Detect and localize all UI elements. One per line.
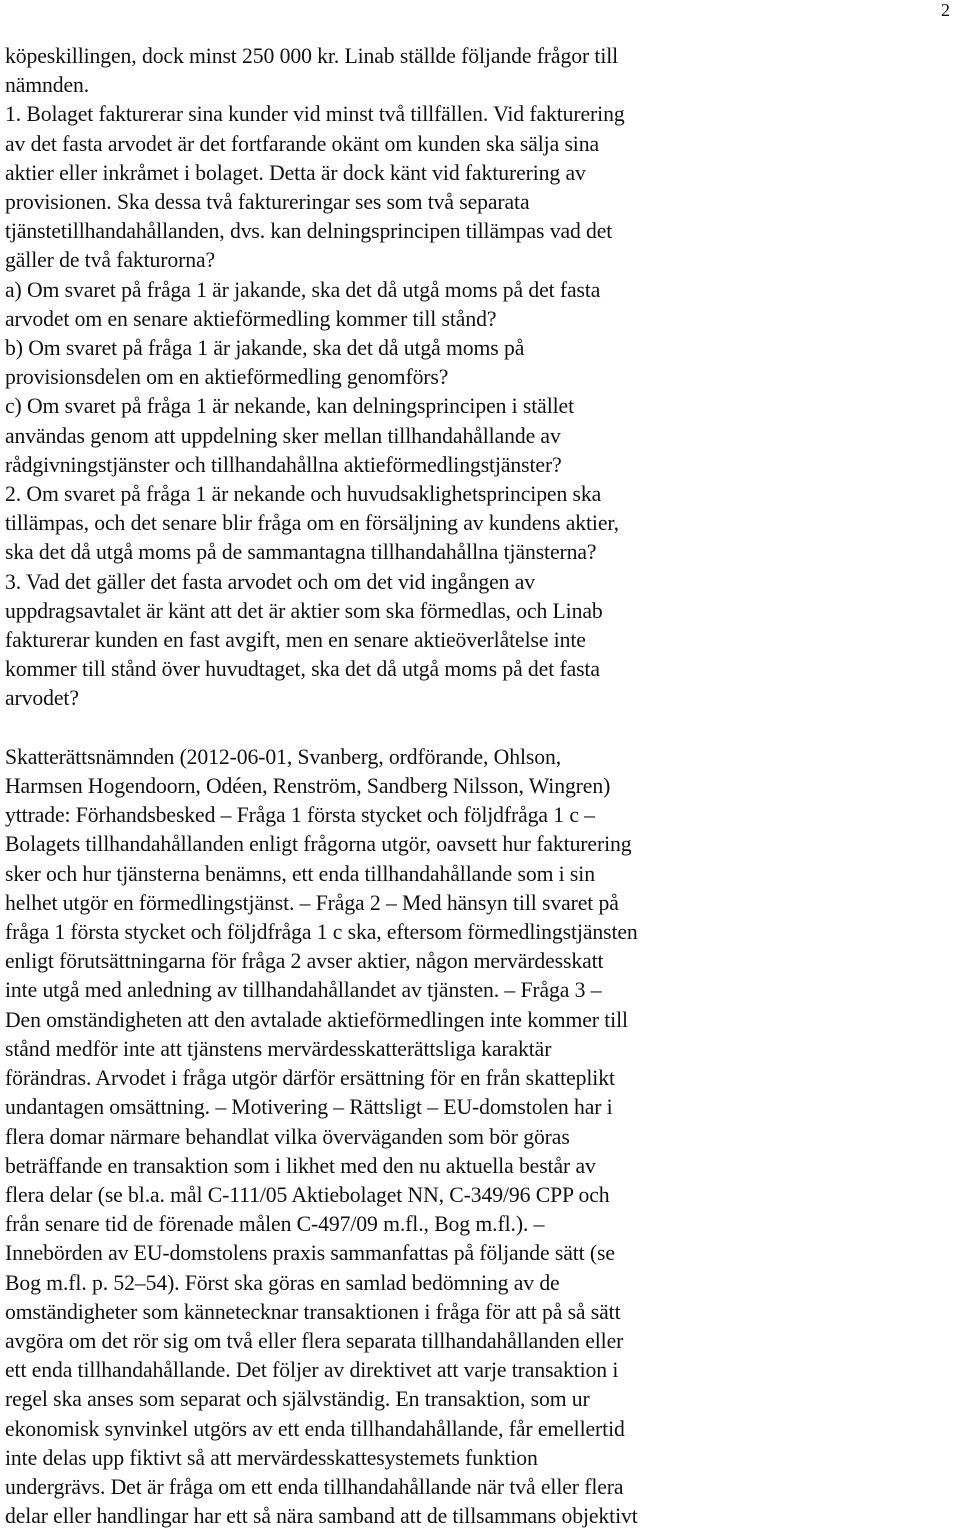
text-line: förändras. Arvodet i fråga utgör därför ersättning för en från skatteplikt [5,1066,615,1091]
text-line: gäller de två fakturorna? [5,248,216,273]
text-line: 2. Om svaret på fråga 1 är nekande och huvudsaklighetsprincipen ska [5,482,602,507]
text-line: undantagen omsättning. – Motivering – Rättsligt – EU-domstolen har i [5,1095,613,1120]
text-line: Innebörden av EU-domstolens praxis sammanfattas på följande sätt (se [5,1241,615,1266]
text-line: köpeskillingen, dock minst 250 000 kr. Linab ställde följande frågor till [5,44,619,68]
text-line: b) Om svaret på fråga 1 är jakande, ska det då utgå moms på [5,336,525,361]
text-line: yttrade: Förhandsbesked – Fråga 1 första stycket och följdfråga 1 c – [5,803,595,828]
text-line: avgöra om det rör sig om två eller flera separata tillhandahållanden eller [5,1328,624,1353]
text-line: ett enda tillhandahållande. Det följer av direktivet att varje transaktion i [5,1358,619,1383]
text-line: delar eller handlingar har ett så nära samband att de tillsammans objektivt [5,1504,638,1529]
text-line: tjänstetillhandahållanden, dvs. kan delningsprincipen tillämpas vad det [5,219,613,244]
text-line: aktier eller inkråmet i bolaget. Detta är dock känt vid fakturering av [5,160,586,185]
text-line: flera delar (se bl.a. mål C-111/05 Aktiebolaget NN, C-349/96 CPP och [5,1182,610,1207]
text-line: fakturerar kunden en fast avgift, men en senare aktieöverlåtelse inte [5,628,586,653]
text-line: 3. Vad det gäller det fasta arvodet och om det vid ingången av [5,569,535,594]
text-line: undergrävs. Det är fråga om ett enda tillhandahållande när två eller flera [5,1474,624,1499]
text-line: enligt förutsättningarna för fråga 2 avser aktier, någon mervärdesskatt [5,949,604,974]
text-line: Harmsen Hogendoorn, Odéen, Renström, Sandberg Nilsson, Wingren) [5,774,611,799]
paragraph-spacer [5,714,953,743]
text-line: regel ska anses som separat och självständig. En transaktion, som ur [5,1387,590,1412]
text-line: arvodet om en senare aktieförmedling kommer till stånd? [5,306,497,331]
text-line: inte utgå med anledning av tillhandahållandet av tjänsten. – Fråga 3 – [5,978,602,1003]
text-line: kommer till stånd över huvudtaget, ska det då utgå moms på det fasta [5,657,600,682]
text-line: provisionen. Ska dessa två faktureringar ses som två separata [5,190,530,215]
text-line: helhet utgör en förmedlingstjänst. – Fråga 2 – Med hänsyn till svaret på [5,890,619,915]
text-line: från senare tid de förenade målen C-497/09 m.fl., Bog m.fl.). – [5,1212,545,1237]
text-line: Den omständigheten att den avtalade aktieförmedlingen inte kommer till [5,1007,628,1032]
text-line: 1. Bolaget fakturerar sina kunder vid minst två tillfällen. Vid fakturering [5,102,625,127]
text-line: tillämpas, och det senare blir fråga om en försäljning av kundens aktier, [5,511,619,536]
text-line: av det fasta arvodet är det fortfarande okänt om kunden ska sälja sina [5,131,599,156]
text-line: fråga 1 första stycket och följdfråga 1 c ska, eftersom förmedlingstjänsten [5,920,638,945]
text-line: arvodet? [5,686,79,711]
text-line: c) Om svaret på fråga 1 är nekande, kan delningsprincipen i stället [5,394,575,419]
text-line: Bolagets tillhandahållanden enligt frågorna utgör, oavsett hur fakturering [5,832,632,857]
text-line: stånd medför inte att tjänstens mervärdesskatterättsliga karaktär [5,1036,552,1061]
document-body [5,42,953,1531]
text-line: ekonomisk synvinkel utgörs av ett enda tillhandahållande, får emellertid [5,1416,625,1441]
page-number: 2 [941,0,950,20]
text-line: uppdragsavtalet är känt att det är aktier som ska förmedlas, och Linab [5,598,603,623]
text-line: sker och hur tjänsterna benämns, ett enda tillhandahållande som i sin [5,861,595,886]
text-line: Skatterättsnämnden (2012-06-01, Svanberg, ordförande, Ohlson, [5,744,562,769]
text-line: provisionsdelen om en aktieförmedling genomförs? [5,365,449,390]
text-line: nämnden. [5,73,90,98]
text-line: användas genom att uppdelning sker mellan tillhandahållande av [5,423,561,448]
text-line: omständigheter som kännetecknar transaktionen i fråga för att på så sätt [5,1299,621,1324]
text-line: a) Om svaret på fråga 1 är jakande, ska det då utgå moms på det fasta [5,277,601,302]
paragraph-ruling [5,743,953,1531]
text-line: ska det då utgå moms på de sammantagna tillhandahållna tjänsterna? [5,540,597,565]
text-line: Bog m.fl. p. 52–54). Först ska göras en samlad bedömning av de [5,1270,560,1295]
paragraph-questions [5,42,953,714]
text-line: beträffande en transaktion som i likhet med den nu aktuella består av [5,1153,596,1178]
text-line: rådgivningstjänster och tillhandahållna aktieförmedlingstjänster? [5,452,562,477]
text-line: inte delas upp fiktivt så att mervärdesskattesystemets funktion [5,1445,538,1470]
text-line: flera domar närmare behandlat vilka överväganden som bör göras [5,1124,570,1149]
